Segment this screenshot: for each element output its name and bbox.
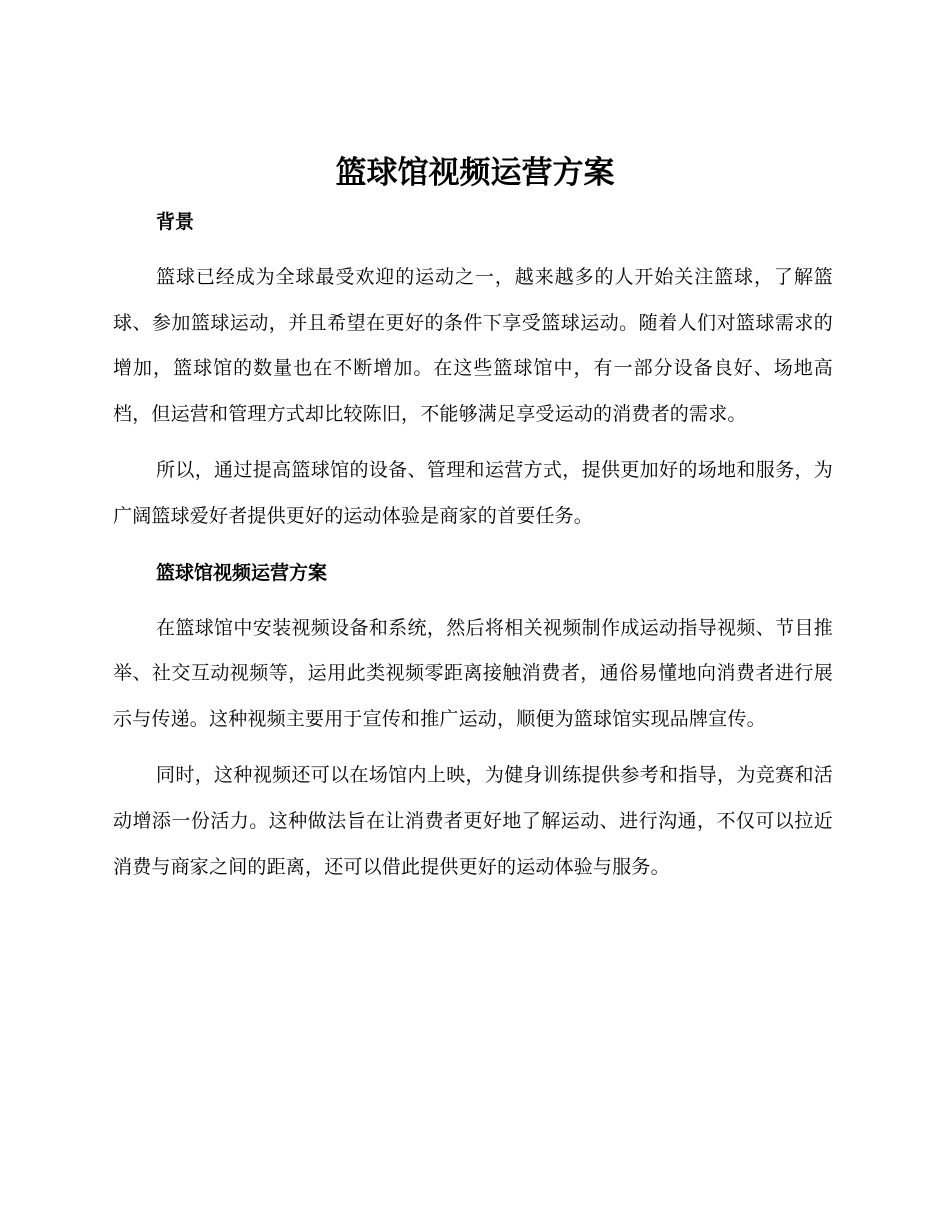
paragraph: 同时，这种视频还可以在场馆内上映，为健身训练提供参考和指导，为竞赛和活动增添一份活力。这种做法旨在让消费者更好地了解运动、进行沟通，不仅可以拉近消费与商家之间的距离，还可以借此提供更好的运动体验与服务。 — [113, 764, 833, 878]
document-title: 篮球馆视频运营方案 — [335, 155, 615, 191]
section-heading: 背景 — [156, 211, 195, 233]
section-heading: 篮球馆视频运营方案 — [156, 561, 328, 584]
section-video-plan — [113, 551, 833, 891]
section-background — [113, 200, 833, 551]
paragraph: 在篮球馆中安装视频设备和系统，然后将相关视频制作成运动指导视频、节目推举、社交互动视频等，运用此类视频零距离接触消费者，通俗易懂地向消费者进行展示与传递。这种视频主要用于宣传和推广运动，顺便为篮球馆实现品牌宣传。 — [113, 616, 833, 730]
paragraph: 篮球已经成为全球最受欢迎的运动之一，越来越多的人开始关注篮球，了解篮球、参加篮球运动，并且希望在更好的条件下享受篮球运动。随着人们对篮球需求的增加，篮球馆的数量也在不断增加。在这些篮球馆中，有一部分设备良好、场地高档，但运营和管理方式却比较陈旧，不能够满足享受运动的消费者的需求。 — [113, 266, 833, 425]
document-body — [113, 200, 833, 890]
paragraph: 所以，通过提高篮球馆的设备、管理和运营方式，提供更加好的场地和服务，为广阔篮球爱好者提供更好的运动体验是商家的首要任务。 — [113, 459, 833, 527]
